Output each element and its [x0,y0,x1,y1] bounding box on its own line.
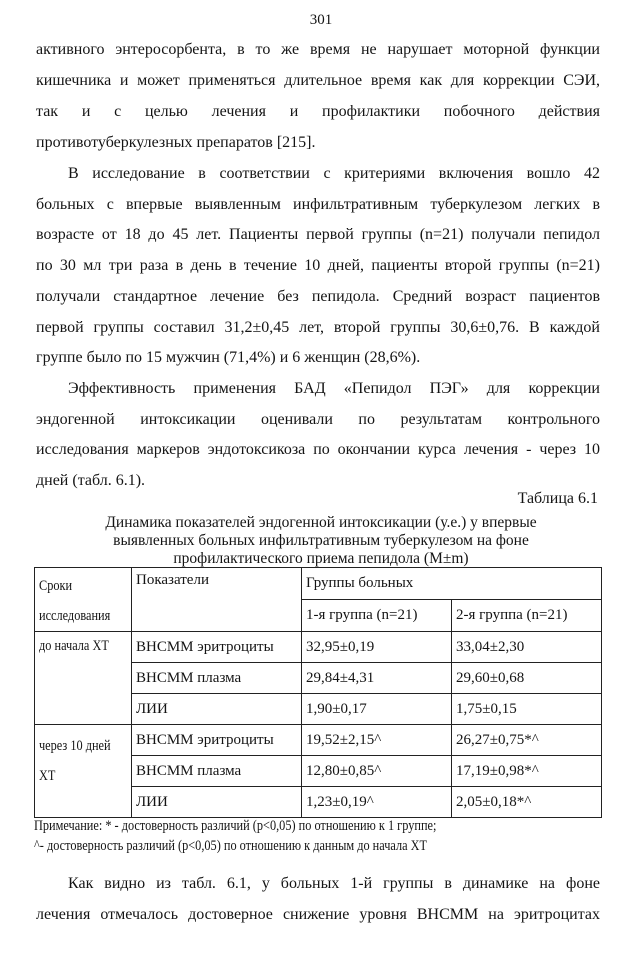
value-cell: 26,27±0,75*^ [452,725,602,756]
body-text-line: исследования маркеров эндотоксикоза по окончании курса лечения - через 10 [36,441,600,458]
body-text-line: по 30 мл три раза в день в течение 10 дней, пациенты второй группы (n=21) [36,257,600,274]
groups-header: Группы больных [302,568,602,600]
value-cell: 1,23±0,19^ [302,787,452,818]
body-text-line: больных с впервые выявленным инфильтративным туберкулезом легких в [36,196,600,213]
data-table [34,567,602,818]
indicator-cell: ЛИИ [132,787,302,818]
group2-header: 2-я группа (n=21) [452,600,602,632]
table-row [35,725,602,756]
body-text-line: так и с целью лечения и профилактики побочного действия [36,103,600,120]
indicator-cell: ЛИИ [132,694,302,725]
body-text-line: группе было по 15 мужчин (71,4%) и 6 женщин (28,6%). [36,349,421,366]
period-cell [35,725,132,818]
body-text-line: Как видно из табл. 6.1, у больных 1-й группы в динамике на фоне [68,875,600,892]
period-label: до начала ХТ [39,638,109,654]
indicator-cell: ВНСММ эритроциты [132,632,302,663]
value-cell: 2,05±0,18*^ [452,787,602,818]
table-note-line: ^- достоверность различий (p<0,05) по отношению к данным до начала ХТ [34,838,428,854]
body-text-line: кишечника и может применяться длительное время как для коррекции СЭИ, [36,72,600,89]
value-cell: 29,60±0,68 [452,663,602,694]
body-text-line: Эффективность применения БАД «Пепидол ПЭГ» для коррекции [68,380,600,397]
value-cell: 33,04±2,30 [452,632,602,663]
period-cell [35,632,132,725]
table-note [34,838,505,855]
page-number: 301 [309,12,333,28]
table-number: Таблица 6.1 [517,490,598,507]
indicator-cell: ВНСММ плазма [132,756,302,787]
body-text-line: противотуберкулезных препаратов [215]. [36,134,316,151]
value-cell: 12,80±0,85^ [302,756,452,787]
indicator-cell: ВНСММ эритроциты [132,725,302,756]
table-row [35,632,602,663]
body-text-line: возрасте от 18 до 45 лет. Пациенты первой группы (n=21) получали пепидол [36,226,600,243]
period-label: через 10 дней [39,738,111,754]
value-cell: 1,90±0,17 [302,694,452,725]
body-text-line: активного энтеросорбента, в то же время не нарушает моторной функции [36,41,600,58]
period-header-cell [35,568,132,632]
table-title: Динамика показателей эндогенной интоксикации (у.е.) у впервые [105,514,537,531]
body-text-line: эндогенной интоксикации оценивали по результатам контрольного [36,411,600,428]
period-header: Сроки [39,578,73,594]
group1-header: 1-я группа (n=21) [302,600,452,632]
body-text-line: получали стандартное лечение без пепидола. Средний возраст пациентов [36,288,600,305]
body-text-line: лечения отмечалось достоверное снижение уровня ВНСММ на эритроцитах [36,906,600,923]
value-cell: 1,75±0,15 [452,694,602,725]
value-cell: 32,95±0,19 [302,632,452,663]
body-text-line: дней (табл. 6.1). [36,472,146,489]
table-header-row [35,568,602,600]
table-title: профилактического приема пепидола (M±m) [173,550,469,567]
indicator-header: Показатели [132,568,302,632]
value-cell: 19,52±2,15^ [302,725,452,756]
table-note-line: Примечание: * - достоверность различий (p<0,05) по отношению к 1 группе; [34,818,437,834]
table-title: выявленных больных инфильтративным туберкулезом на фоне [113,532,529,549]
body-text-line: первой группы составил 31,2±0,45 лет, второй группы 30,6±0,76. В каждой [36,319,600,336]
value-cell: 29,84±4,31 [302,663,452,694]
table-note [34,818,517,835]
body-text-line: В исследование в соответствии с критериями включения вошло 42 [68,165,600,182]
indicator-cell: ВНСММ плазма [132,663,302,694]
period-label: ХТ [39,768,56,784]
value-cell: 17,19±0,98*^ [452,756,602,787]
period-header: исследования [39,608,111,624]
